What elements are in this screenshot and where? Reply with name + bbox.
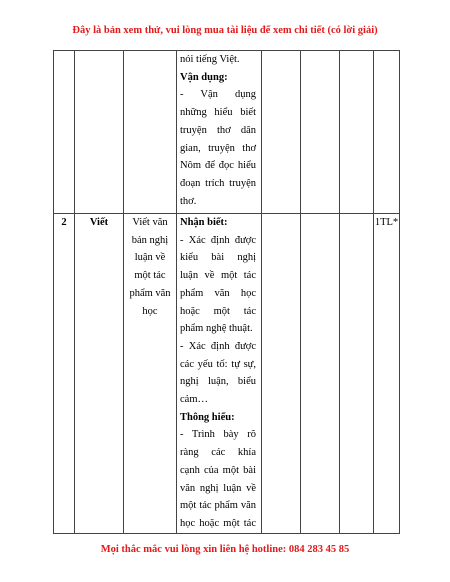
level-heading: Nhận biết: — [180, 217, 228, 228]
hotline-banner: Mọi thắc mắc vui lòng xin liên hệ hotline: 084 283 45 85 — [100, 544, 350, 555]
application-cell — [340, 51, 374, 214]
requirement-text — [177, 51, 261, 210]
requirement-line: thơ. — [180, 195, 197, 207]
unit-line: học — [142, 305, 158, 317]
row-number-cell — [54, 51, 75, 214]
application-cell — [340, 214, 374, 534]
advanced-application-cell — [374, 51, 400, 214]
requirement-line: luận về một tác — [180, 270, 256, 282]
table-row — [54, 214, 400, 534]
requirement-line: cạnh của một bài — [180, 464, 256, 476]
unit-line: bản nghị — [131, 234, 169, 246]
requirement-cell — [177, 214, 262, 534]
requirement-line: - Xác định được — [180, 340, 256, 352]
assessment-matrix-table — [53, 50, 400, 534]
requirement-line: phẩm nghệ thuật. — [180, 323, 253, 335]
unit-cell — [124, 214, 177, 534]
requirement-line: cảm… — [180, 394, 208, 406]
requirement-line: kiểu bài nghị — [180, 252, 256, 264]
requirement-line: truyện thơ dân — [180, 124, 256, 136]
unit-line: luận về — [134, 252, 166, 264]
requirement-line: những hiểu biết — [180, 107, 256, 119]
requirement-line: phẩm văn học — [180, 287, 256, 299]
requirement-line: học hoặc một tác — [180, 517, 256, 529]
unit-text — [124, 214, 176, 320]
requirement-line: - Trình bày rõ — [180, 429, 256, 441]
requirement-line: gian, truyện thơ — [180, 142, 256, 154]
row-number-cell: 2 — [54, 214, 75, 534]
level-heading: Vận dụng: — [180, 71, 228, 83]
requirement-line: ràng các khía — [180, 447, 256, 459]
requirement-line: hoặc một tác — [180, 305, 256, 317]
unit-line: phẩm văn — [129, 287, 171, 299]
requirement-cell — [177, 51, 262, 214]
recognition-cell — [262, 51, 301, 214]
skill-cell — [75, 51, 124, 214]
requirement-line: một tác phẩm văn — [180, 500, 256, 512]
requirement-line: - Xác định được — [180, 234, 256, 246]
requirement-line: đoạn trích truyện — [180, 177, 256, 189]
requirement-line: Nôm để đọc hiểu — [180, 160, 256, 172]
requirement-line: văn nghị luận về — [180, 482, 256, 494]
requirement-line: nói tiếng Việt. — [180, 54, 240, 65]
level-heading: Thông hiểu: — [180, 411, 235, 423]
preview-notice-banner: Đây là bản xem thử, vui lòng mua tài liệu để xem chi tiết (có lời giải) — [72, 25, 378, 36]
requirement-line: các yếu tố: tự sự, — [180, 358, 256, 370]
unit-line: Viết văn — [132, 217, 168, 228]
question-count-cell: 1TL* — [374, 214, 400, 534]
comprehension-cell — [301, 51, 340, 214]
unit-line: một tác — [134, 270, 166, 282]
recognition-cell — [262, 214, 301, 534]
requirement-text — [177, 214, 261, 533]
comprehension-cell — [301, 214, 340, 534]
requirement-line: nghị luận, biểu — [180, 376, 256, 388]
skill-cell: Viết — [75, 214, 124, 534]
unit-cell — [124, 51, 177, 214]
requirement-line: - Vận dụng — [180, 89, 256, 101]
table-row — [54, 51, 400, 214]
